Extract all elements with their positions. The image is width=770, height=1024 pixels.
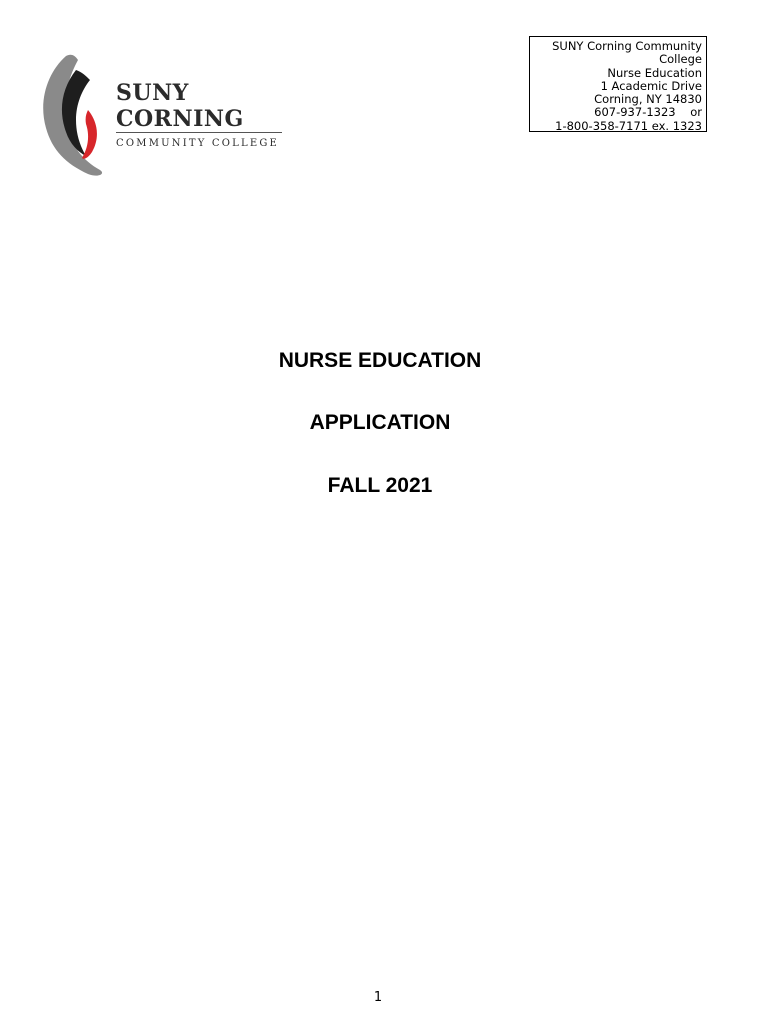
address-line: Corning, NY 14830 bbox=[594, 92, 702, 107]
logo-divider bbox=[116, 132, 282, 133]
address-line: 607-937-1323 or bbox=[594, 105, 702, 120]
page-number: 1 bbox=[373, 990, 383, 1005]
logo-text-community-college: COMMUNITY COLLEGE bbox=[116, 138, 280, 149]
program-title: NURSE EDUCATION bbox=[278, 349, 482, 372]
address-line: College bbox=[659, 52, 702, 67]
college-logo bbox=[36, 52, 296, 182]
address-line: 1-800-358-7171 ex. 1323 bbox=[555, 118, 702, 132]
flame-logo-icon bbox=[36, 52, 112, 180]
logo-text-suny: SUNY bbox=[116, 80, 189, 106]
address-box bbox=[529, 36, 707, 132]
term-title: FALL 2021 bbox=[327, 474, 433, 497]
logo-text-corning: CORNING bbox=[116, 106, 244, 132]
address-line: SUNY Corning Community bbox=[552, 39, 702, 53]
address-line: 1 Academic Drive bbox=[600, 78, 702, 93]
document-title: APPLICATION bbox=[309, 411, 451, 434]
address-line: Nurse Education bbox=[607, 65, 702, 80]
